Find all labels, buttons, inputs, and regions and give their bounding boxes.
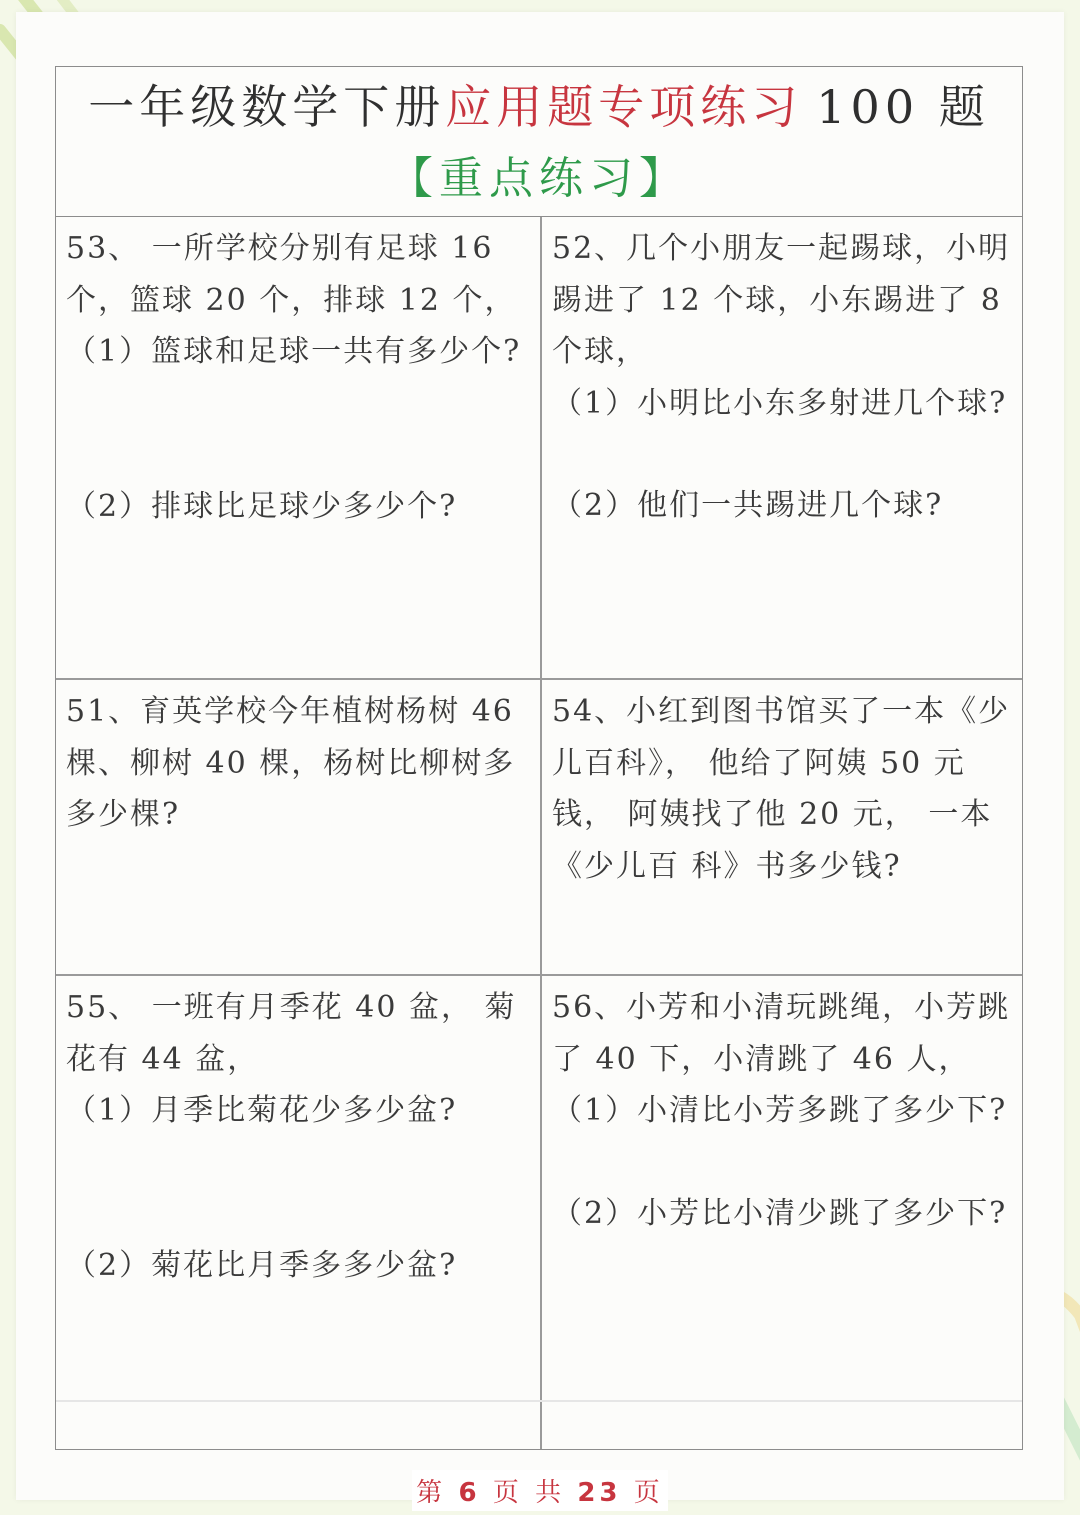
page-indicator <box>412 1470 668 1511</box>
problem-56 <box>542 976 1024 1446</box>
problem-53 <box>56 217 540 678</box>
problem-52 <box>542 217 1024 678</box>
problem-55-text: 55、 一班有月季花 40 盆， 菊花有 44 盆， <box>66 990 517 1077</box>
problem-53-text: 53、 一所学校分别有足球 16个，篮球 20 个，排球 12 个， <box>66 231 517 318</box>
problem-56-text: 56、小芳和小清玩跳绳，小芳跳了 40 下，小清跳了 46 人， <box>552 990 1011 1077</box>
problem-52-text: 52、几个小朋友一起踢球，小明踢进了 12 个球，小东踢进了 8 个球， <box>552 231 1011 369</box>
title-topic: 应用题专项练习 <box>445 80 803 134</box>
problem-56-q2: （2）小芳比小清少跳了多少下? <box>552 1195 1008 1231</box>
problem-53-q2: （2）排球比足球少多少个? <box>66 488 458 524</box>
total-page-count: 23 <box>577 1478 622 1508</box>
title-count: 100 题 <box>816 80 990 134</box>
problem-52-q2: （2）他们一共踢进几个球? <box>552 488 944 523</box>
footer-prefix: 第 <box>416 1478 447 1508</box>
page-footer <box>0 1470 1080 1511</box>
problem-54 <box>542 680 1024 974</box>
title-grade: 一年级数学下册 <box>88 80 446 134</box>
problem-54-text: 54、小红到图书馆买了一本《少儿百科》， 他给了阿姨 50 元钱， 阿姨找了他 20 元， 一本《少儿百 科》书多少钱? <box>552 694 1011 884</box>
problem-53-q1: （1）篮球和足球一共有多少个? <box>66 334 522 369</box>
problem-55-q1: （1）月季比菊花少多少盆? <box>66 1093 458 1128</box>
current-page-number: 6 <box>458 1478 481 1508</box>
problem-55 <box>56 976 540 1446</box>
problem-52-q1: （1）小明比小东多射进几个球? <box>552 385 1008 421</box>
footer-middle: 页 共 <box>492 1478 566 1508</box>
problem-51-text: 51、育英学校今年植树杨树 46 棵、柳树 40 棵，杨树比柳树多多少棵? <box>66 694 516 832</box>
page-title <box>56 77 1022 137</box>
title-row <box>56 67 1022 217</box>
problem-55-q2: （2）菊花比月季多多少盆? <box>66 1247 458 1283</box>
page-subtitle: 【重点练习】 <box>389 153 689 204</box>
worksheet-table <box>55 66 1023 1450</box>
footer-suffix: 页 <box>633 1478 664 1508</box>
problem-51 <box>56 680 540 974</box>
problem-56-q1: （1）小清比小芳多跳了多少下? <box>552 1093 1008 1128</box>
problem-grid <box>56 217 1022 1449</box>
